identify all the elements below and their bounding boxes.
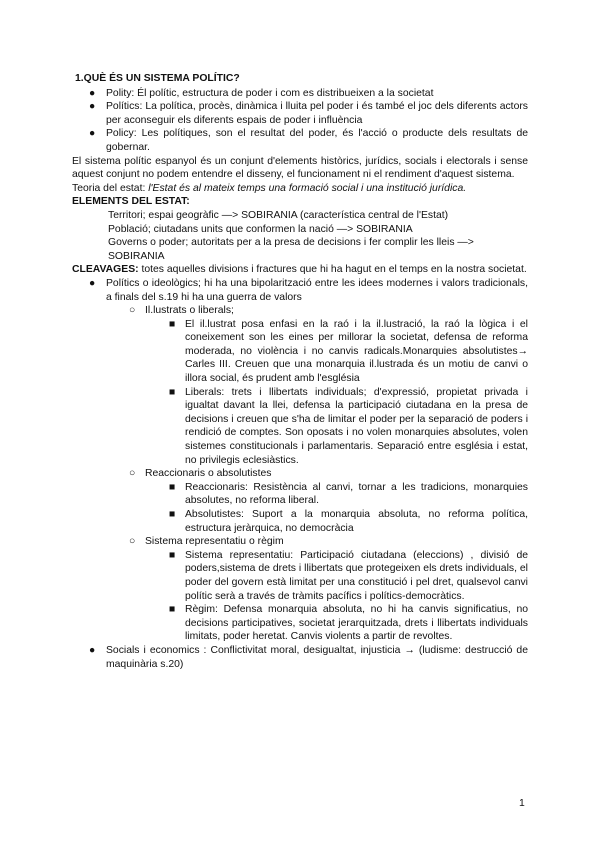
bullet-disc-icon: ● [89,87,96,99]
subgroup-text: Sistema representatiu: Participació ciutadana (eleccions) , divisió de poders,sistema de drets i llibertats que protegeixen els drets individuals, el poder del govern està limitat per una constitució i pel dret, qualsevol canvi polític serà a través de tràmits pacífics i polítics-democràtics. [185,549,528,602]
bullet-square-icon: ■ [169,604,176,616]
bullet-disc-icon: ● [89,644,96,656]
subgroup-item [72,386,528,468]
bullet-disc-icon: ● [89,101,96,113]
section-title: 1.QUÈ ÉS UN SISTEMA POLÍTIC? [75,73,240,84]
cleavages-text: totes aquelles divisions i fractures que hi ha hagut en el temps en la nostra societat. [138,264,527,276]
element-item: Territori; espai geogràfic —> SOBIRANIA (característica central de l'Estat) [108,209,449,221]
element-item: Governs o poder; autoritats per a la presa de decisions i fer complir les lleis —> SOBIRANIA [108,237,474,262]
group-label: Il.lustrats o liberals; [145,305,234,317]
group-item [72,467,528,481]
bullet-square-icon: ■ [169,318,176,330]
cleavages-paragraph [72,263,528,277]
definition-text: Polity: Él polític, estructura de poder i com es distribueixen a la societat [106,87,434,99]
subgroup-text: Absolutistes: Suport a la monarquia absoluta, no reforma política, estructura jeràrquica, no democràcia [185,509,528,534]
bullet-circle-icon: ○ [129,468,136,480]
intro-paragraph: El sistema polític espanyol és un conjunt d'elements històrics, jurídics, socials i electorals i sense aquest conjunt no podem entendre el disseny, el funcionament ni el rendiment d'aquest sistema. [72,155,528,181]
bullet-circle-icon: ○ [129,536,136,548]
politics-text: Polítics o ideològics; hi ha una bipolarització entre les idees modernes i valors tradicionals, a finals del s.19 hi ha una guerra de valors [106,277,528,303]
bullet-square-icon: ■ [169,509,176,520]
group-label: Reaccionaris o absolutistes [145,468,272,480]
subgroup-item [72,318,528,386]
definition-item [72,100,528,127]
document-content [72,72,528,671]
definition-text: Policy: Les polítiques, son el resultat del poder, és l'acció o producte dels resultats de gobernar. [106,128,528,153]
politics-item [72,277,528,304]
bullet-square-icon: ■ [169,549,176,561]
elements-heading: ELEMENTS DEL ESTAT: [72,196,190,208]
bullet-disc-icon: ● [89,128,96,140]
bullet-disc-icon: ● [89,277,96,289]
definition-item [72,87,528,101]
socials-item [72,644,528,671]
group-item [72,535,528,549]
subgroup-item [72,603,528,644]
subgroup-text: El il.lustrat posa enfasi en la raó i la il.lustració, la raó la lògica i el coneixement son les eines per millorar la societat, defensa de reforma moderada, no violència i no canvis radicals.Monarquies absolutistes→ Carles III. Creuen que una monarquia il.lustrada és un motiu de canvi o illora social, és prudent amb l'església [185,318,528,385]
subgroup-text: Liberals: trets i llibertats individuals; d'expressió, propietat privada i igualtat davant la llei, defensa la participació ciutadana en la presa de decisions i creuen que s'ha de limitar el poder per la separació de poders i rendició de comptes. Son oposats i no volen monarquies absolutes, volen sistemes constitucionals i parlamentaris. Separació entre església i estat, no privilegis eclesiàstics. [185,386,528,466]
subgroup-item [72,481,528,508]
subgroup-item [72,508,528,535]
group-label: Sistema representatiu o règim [145,536,284,548]
subgroup-text: Règim: Defensa monarquia absoluta, no hi ha canvis significatius, no decisions participatives, societat jerarquitzada, drets i llibertats individuals limitats, poder heretat. Canvis violents a partir de revoltes. [185,604,528,643]
page-number: 1 [519,798,525,809]
subgroup-text: Reaccionaris: Resistència al canvi, tornar a les tradicions, monarquies absolutes, no reforma liberal. [185,481,528,507]
theory-label: Teoria del estat: [72,182,149,194]
definition-item [72,127,528,154]
theory-line [72,182,528,196]
socials-text: Socials i economics : Conflictivitat moral, desigualtat, injusticia → (ludisme: destrucció de maquinària s.20) [106,644,528,670]
definition-text: Polítics: La política, procès, dinàmica i lluita pel poder i és també el joc dels diferents actors per aconseguir els diferents espais de poder i influència [106,101,528,126]
cleavages-label: CLEAVAGES: [72,264,139,276]
subgroup-item [72,549,528,603]
group-item [72,304,528,318]
bullet-circle-icon: ○ [129,305,136,317]
bullet-square-icon: ■ [169,481,176,493]
element-item: Població; ciutadans units que conformen la nació —> SOBIRANIA [108,223,413,235]
bullet-square-icon: ■ [169,386,176,398]
theory-quote: l'Estat és al mateix temps una formació social i una institució jurídica. [148,182,467,194]
